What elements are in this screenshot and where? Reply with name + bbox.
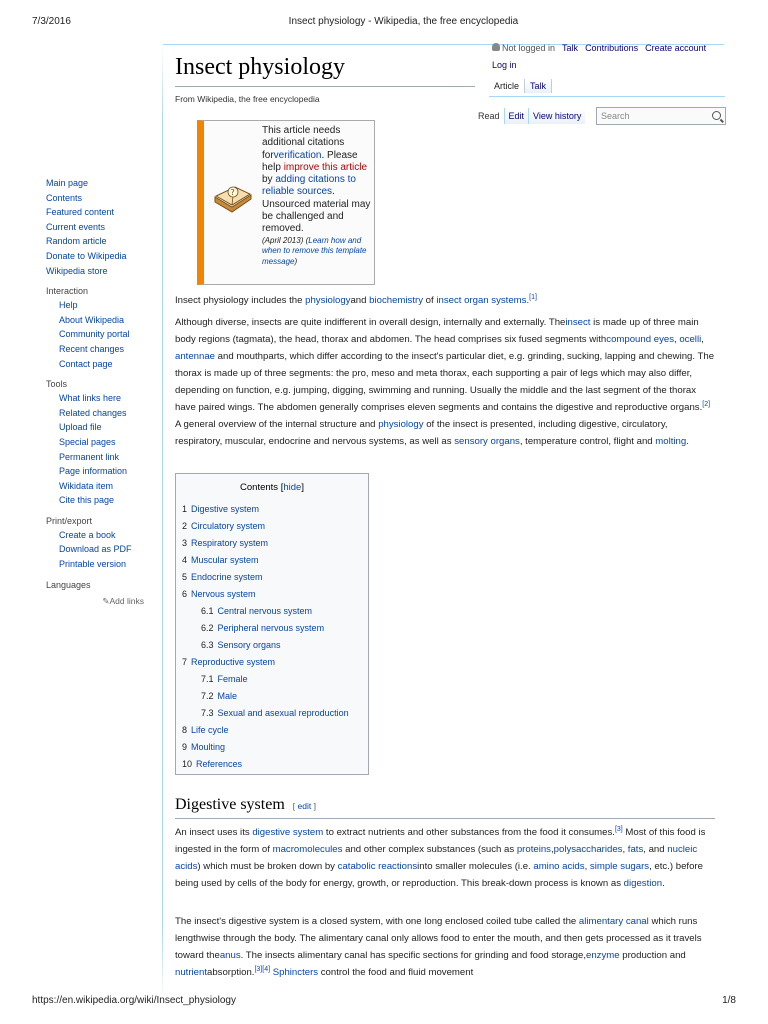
text-run: Most of this food is ingested in the form of	[175, 827, 706, 855]
text-run: and mouthparts, which differ according to the insect's particular diet, e.g. grinding, sucking, lapping and chewing. The thorax is made up of three segments: the pro, meso and meta thorax, each supporting a pair of legs which may also differ, depending on function, e.g. jumping, digging, swimming and running. Usually the middle and the last segment of the thorax have paired wings. The abdomen generally comprises eleven segments and contains the digestive and reproductive organs.	[175, 351, 715, 413]
toc-link-male[interactable]: Male	[217, 691, 238, 701]
sidebar-item-what-links-here[interactable]: What links here	[59, 393, 122, 404]
sidebar-item-help[interactable]: Help	[59, 300, 78, 311]
section-edit: [ edit ]	[292, 801, 316, 811]
wiki-link-sensory-organs[interactable]: sensory organs	[454, 436, 520, 447]
print-page-number: 1/8	[722, 995, 736, 1006]
tagline: From Wikipedia, the free encyclopedia	[175, 94, 320, 104]
citation-sup	[262, 966, 270, 973]
text-run: ,	[701, 334, 704, 345]
toc-item[interactable]	[182, 671, 368, 688]
wiki-link-catabolic-reactions[interactable]: catabolic reactions	[337, 861, 418, 872]
toc-item[interactable]	[182, 620, 368, 637]
text-run: Insect physiology includes the	[175, 295, 306, 306]
text-run: and other complex substances (such as	[342, 844, 517, 855]
wiki-link-digestion[interactable]: digestion	[623, 878, 663, 889]
toc-item[interactable]	[182, 722, 368, 739]
ambox-text-4: . Unsourced material may be challenged and removed.	[262, 186, 371, 235]
learn-remove-link[interactable]: Learn how and when to remove this template message	[262, 235, 367, 266]
toc-link-circulatory-system[interactable]: Circulatory system	[191, 521, 266, 531]
wiki-link-ocelli[interactable]: ocelli	[679, 334, 702, 345]
ambox-footnote	[262, 236, 374, 268]
sidebar-item-create-a-book[interactable]: Create a book	[59, 529, 116, 540]
text-run: .	[526, 295, 530, 306]
toc-number: 9	[182, 742, 188, 752]
title-rule	[175, 86, 475, 87]
text-run: , temperature control, flight and	[519, 436, 656, 447]
ambox-date: (April 2013) (	[262, 235, 309, 245]
toc-title: Contents [hide]	[240, 482, 304, 493]
citation-needed-notice	[197, 120, 375, 285]
text-run: ,	[674, 334, 680, 345]
login-link[interactable]: Log in	[492, 60, 517, 70]
wiki-link-molting[interactable]: molting	[655, 436, 687, 447]
verification-link[interactable]: verification	[273, 149, 322, 161]
text-run: An insect uses its	[175, 827, 253, 838]
toc-item[interactable]	[182, 637, 368, 654]
text-run: of the insect is presented, including digestive, circulatory, respiratory, muscular, endocrine and nervous systems, as well as	[175, 419, 668, 447]
toc-item[interactable]	[182, 654, 368, 671]
wiki-link-digestive-system[interactable]: digestive system	[252, 827, 324, 838]
wiki-link-alimentary-canal[interactable]: alimentary canal	[578, 916, 649, 927]
toc-item[interactable]	[182, 535, 368, 552]
print-url: https://en.wikipedia.org/wiki/Insect_physiology	[32, 995, 236, 1006]
search-icon[interactable]	[712, 111, 721, 120]
wiki-link-fats[interactable]: fats	[627, 844, 644, 855]
wiki-link-insect[interactable]: insect	[565, 317, 591, 328]
sidebar-item-main-page[interactable]: Main page	[46, 178, 89, 188]
toc-item[interactable]	[182, 518, 368, 535]
print-doc-title: Insect physiology - Wikipedia, the free encyclopedia	[288, 16, 519, 27]
text-run: ,	[550, 844, 554, 855]
sidebar-item-community-portal[interactable]: Community portal	[59, 329, 130, 340]
text-run: .	[686, 436, 689, 447]
tab-view-history[interactable]: View history	[528, 108, 585, 124]
wiki-link-anus[interactable]: anus	[219, 950, 241, 961]
toc-link-muscular-system[interactable]: Muscular system	[191, 555, 259, 565]
improve-article-link[interactable]: improve this article	[283, 161, 368, 173]
sidebar-item-cite-this-page[interactable]: Cite this page	[59, 495, 115, 506]
paragraph-digestive-1	[175, 824, 715, 892]
toc-link-references[interactable]: References	[196, 759, 243, 769]
text-run: which runs lengthwise through the body. The alimentary canal only allows food to enter the mouth, and then gets processed as it travels toward the	[175, 916, 702, 961]
wiki-link-amino-acids[interactable]: amino acids	[533, 861, 585, 872]
tab-read[interactable]: Read	[478, 111, 500, 121]
toc-number: 2	[182, 521, 188, 531]
toc-number: 5	[182, 572, 188, 582]
citation-link[interactable]: [2]	[702, 400, 711, 408]
ambox-text-1: This article needs additional citations for	[262, 125, 345, 161]
text-run: Although diverse, insects are quite indifferent in overall design, internally and externally. The	[175, 317, 566, 328]
text-run: . The insects alimentary canal has specific sections for grinding and food storage,	[240, 950, 587, 961]
toc-item[interactable]	[182, 569, 368, 586]
toc-item[interactable]	[182, 688, 368, 705]
wiki-link-physiology[interactable]: physiology	[305, 295, 351, 306]
text-run: .	[662, 878, 665, 889]
toc-number: 4	[182, 555, 188, 565]
toc-number: 7.3	[201, 708, 214, 718]
toc-link-sexual-and-asexual-reproduction[interactable]: Sexual and asexual reproduction	[217, 708, 349, 718]
toc-link-sensory-organs[interactable]: Sensory organs	[217, 640, 281, 650]
toc-item[interactable]	[182, 739, 368, 756]
toc-number: 6	[182, 589, 188, 599]
paragraph-overview	[175, 314, 715, 450]
toc-number: 7.2	[201, 691, 214, 701]
toc-item[interactable]	[182, 756, 368, 773]
svg-text:?: ?	[230, 188, 235, 197]
adding-citations-link[interactable]: adding citations to reliable sources	[262, 174, 356, 198]
text-run: and	[350, 295, 370, 306]
toc-item[interactable]	[182, 501, 368, 518]
toc-number: 7	[182, 657, 188, 667]
section-heading-digestive	[175, 796, 316, 814]
sidebar-item-wikipedia-store[interactable]: Wikipedia store	[46, 265, 108, 276]
toc-link-nervous-system[interactable]: Nervous system	[191, 589, 256, 599]
sidebar-item-contents[interactable]: Contents	[46, 192, 83, 203]
citation-sup	[615, 826, 623, 833]
wiki-link-insect-organ-systems[interactable]: insect organ systems	[436, 295, 527, 306]
text-run: absorption.	[207, 967, 255, 978]
sidebar-heading-interaction: Interaction	[46, 286, 89, 297]
sidebar-heading-print: Print/export	[46, 515, 93, 526]
text-run: ,	[584, 861, 590, 872]
table-of-contents	[175, 473, 369, 775]
sidebar-heading-tools: Tools	[46, 379, 68, 390]
toc-link-peripheral-nervous-system[interactable]: Peripheral nervous system	[217, 623, 325, 633]
text-run: ) which must be broken down by	[197, 861, 338, 872]
wiki-link-sphincters[interactable]: Sphincters	[272, 967, 319, 978]
citation-link[interactable]: [3]	[614, 825, 623, 833]
wiki-link-simple-sugars[interactable]: simple sugars	[589, 861, 650, 872]
pencil-icon: ✎	[102, 595, 110, 606]
toc-number: 6.1	[201, 606, 214, 616]
page-title: Insect physiology	[175, 54, 345, 80]
sidebar-item-download-as-pdf[interactable]: Download as PDF	[59, 544, 132, 555]
toc-item[interactable]	[182, 603, 368, 620]
toc-item[interactable]	[182, 705, 368, 722]
ambox-text-3: by	[262, 174, 276, 186]
text-run: to extract nutrients and other substances from the food it consumes.	[323, 827, 615, 838]
text-run: of	[423, 295, 437, 306]
section-title: Digestive system	[175, 796, 285, 813]
paragraph-intro	[175, 292, 715, 309]
section-rule	[175, 818, 715, 819]
talk-link[interactable]: Talk	[562, 43, 579, 53]
print-header	[32, 16, 736, 27]
text-run: ,	[622, 844, 628, 855]
namespace-tabs	[489, 79, 552, 93]
sidebar-item-about-wikipedia[interactable]: About Wikipedia	[59, 314, 125, 325]
tabs-underline	[489, 96, 725, 97]
sidebar-item-featured-content[interactable]: Featured content	[46, 207, 115, 218]
toc-link-endocrine-system[interactable]: Endocrine system	[191, 572, 263, 582]
tab-article[interactable]: Article	[489, 79, 525, 93]
search-input[interactable]	[596, 107, 726, 125]
toc-link-female[interactable]: Female	[217, 674, 248, 684]
text-run: production and	[619, 950, 686, 961]
tab-talk[interactable]: Talk	[525, 79, 552, 93]
toc-link-respiratory-system[interactable]: Respiratory system	[191, 538, 269, 548]
text-run: into smaller molecules (i.e.	[417, 861, 534, 872]
text-run: The insect's digestive system is a closed system, with one long enclosed coiled tube called the	[175, 916, 579, 927]
wiki-link-proteins[interactable]: proteins	[516, 844, 551, 855]
sidebar-item-wikidata-item[interactable]: Wikidata item	[59, 480, 114, 491]
text-run: , etc.) before being used by cells of the body for energy, growth, or reproduction. This break-down process is known as	[175, 861, 703, 889]
print-date: 7/3/2016	[32, 16, 71, 27]
view-tabs	[474, 108, 585, 124]
toc-link-life-cycle[interactable]: Life cycle	[191, 725, 229, 735]
sidebar	[46, 176, 156, 608]
sidebar-heading-languages: Languages	[46, 579, 91, 590]
wiki-link-enzyme[interactable]: enzyme	[586, 950, 620, 961]
toc-link-central-nervous-system[interactable]: Central nervous system	[217, 606, 313, 616]
toc-number: 6.3	[201, 640, 214, 650]
toc-link-reproductive-system[interactable]: Reproductive system	[191, 657, 276, 667]
sidebar-item-contact-page[interactable]: Contact page	[59, 358, 113, 369]
sidebar-item-related-changes[interactable]: Related changes	[59, 407, 127, 418]
sidebar-item-random-article[interactable]: Random article	[46, 236, 107, 247]
sidebar-item-special-pages[interactable]: Special pages	[59, 436, 116, 447]
paragraph-digestive-2	[175, 913, 715, 981]
sidebar-item-recent-changes[interactable]: Recent changes	[59, 343, 125, 354]
wiki-link-compound-eyes[interactable]: compound eyes	[606, 334, 674, 345]
citation-sup	[702, 401, 710, 408]
toc-hide-link[interactable]: hide	[283, 482, 302, 493]
citation-sup	[529, 294, 537, 301]
toc-item[interactable]	[182, 552, 368, 569]
wiki-link-physiology[interactable]: physiology	[378, 419, 424, 430]
sidebar-item-donate-to-wikipedia[interactable]: Donate to Wikipedia	[46, 250, 127, 261]
toc-item[interactable]	[182, 586, 368, 603]
book-question-icon	[212, 183, 254, 217]
toc-number: 6.2	[201, 623, 214, 633]
toc-link-moulting[interactable]: Moulting	[191, 742, 226, 752]
text-run: A general overview of the internal structure and	[175, 419, 379, 430]
toc-link-digestive-system[interactable]: Digestive system	[191, 504, 260, 514]
wiki-link-biochemistry[interactable]: biochemistry	[369, 295, 424, 306]
search-placeholder: Search	[601, 111, 630, 121]
sidebar-item-upload-file[interactable]: Upload file	[59, 422, 102, 433]
not-logged-in: Not logged in	[492, 43, 555, 53]
toc-number: 8	[182, 725, 188, 735]
section-edit-link[interactable]: edit	[297, 801, 312, 811]
contributions-link[interactable]: Contributions	[585, 43, 639, 53]
text-run: is made up of three main body regions (tagmata), the head, thorax and abdomen. The head comprises six fused segments with	[175, 317, 699, 345]
ambox-text-2: . Please help	[262, 149, 358, 173]
ambox-close-paren: )	[294, 256, 298, 266]
add-links-link[interactable]: Add links	[109, 595, 144, 606]
sidebar-item-printable-version[interactable]: Printable version	[59, 559, 127, 570]
create-account-link[interactable]: Create account	[645, 43, 707, 53]
toc-number: 1	[182, 504, 188, 514]
toc-title-text: Contents	[240, 482, 279, 493]
print-footer	[32, 995, 736, 1006]
wiki-link-polysaccharides[interactable]: polysaccharides	[553, 844, 623, 855]
citation-link[interactable]: [3]	[254, 965, 263, 973]
tab-edit[interactable]: Edit	[504, 108, 529, 124]
wiki-link-nucleic-acids[interactable]: nucleic acids	[175, 844, 698, 872]
wiki-link-nutrient[interactable]: nutrient	[175, 967, 207, 978]
user-icon	[492, 43, 500, 51]
citation-link[interactable]: [1]	[529, 293, 537, 301]
content-left-border	[162, 44, 163, 1004]
toc-number: 7.1	[201, 674, 214, 684]
toc-number: 10	[182, 759, 193, 769]
sidebar-item-current-events[interactable]: Current events	[46, 221, 106, 232]
personal-tools	[492, 43, 706, 53]
toc-number: 3	[182, 538, 188, 548]
text-run: , and	[643, 844, 668, 855]
wiki-link-antennae[interactable]: antennae	[175, 351, 216, 362]
citation-link[interactable]: [4]	[262, 965, 271, 973]
sidebar-item-page-information[interactable]: Page information	[59, 466, 128, 477]
sidebar-item-permanent-link[interactable]: Permanent link	[59, 451, 120, 462]
wiki-link-macromolecules[interactable]: macromolecules	[272, 844, 343, 855]
text-run: control the food and fluid movement	[318, 967, 474, 978]
